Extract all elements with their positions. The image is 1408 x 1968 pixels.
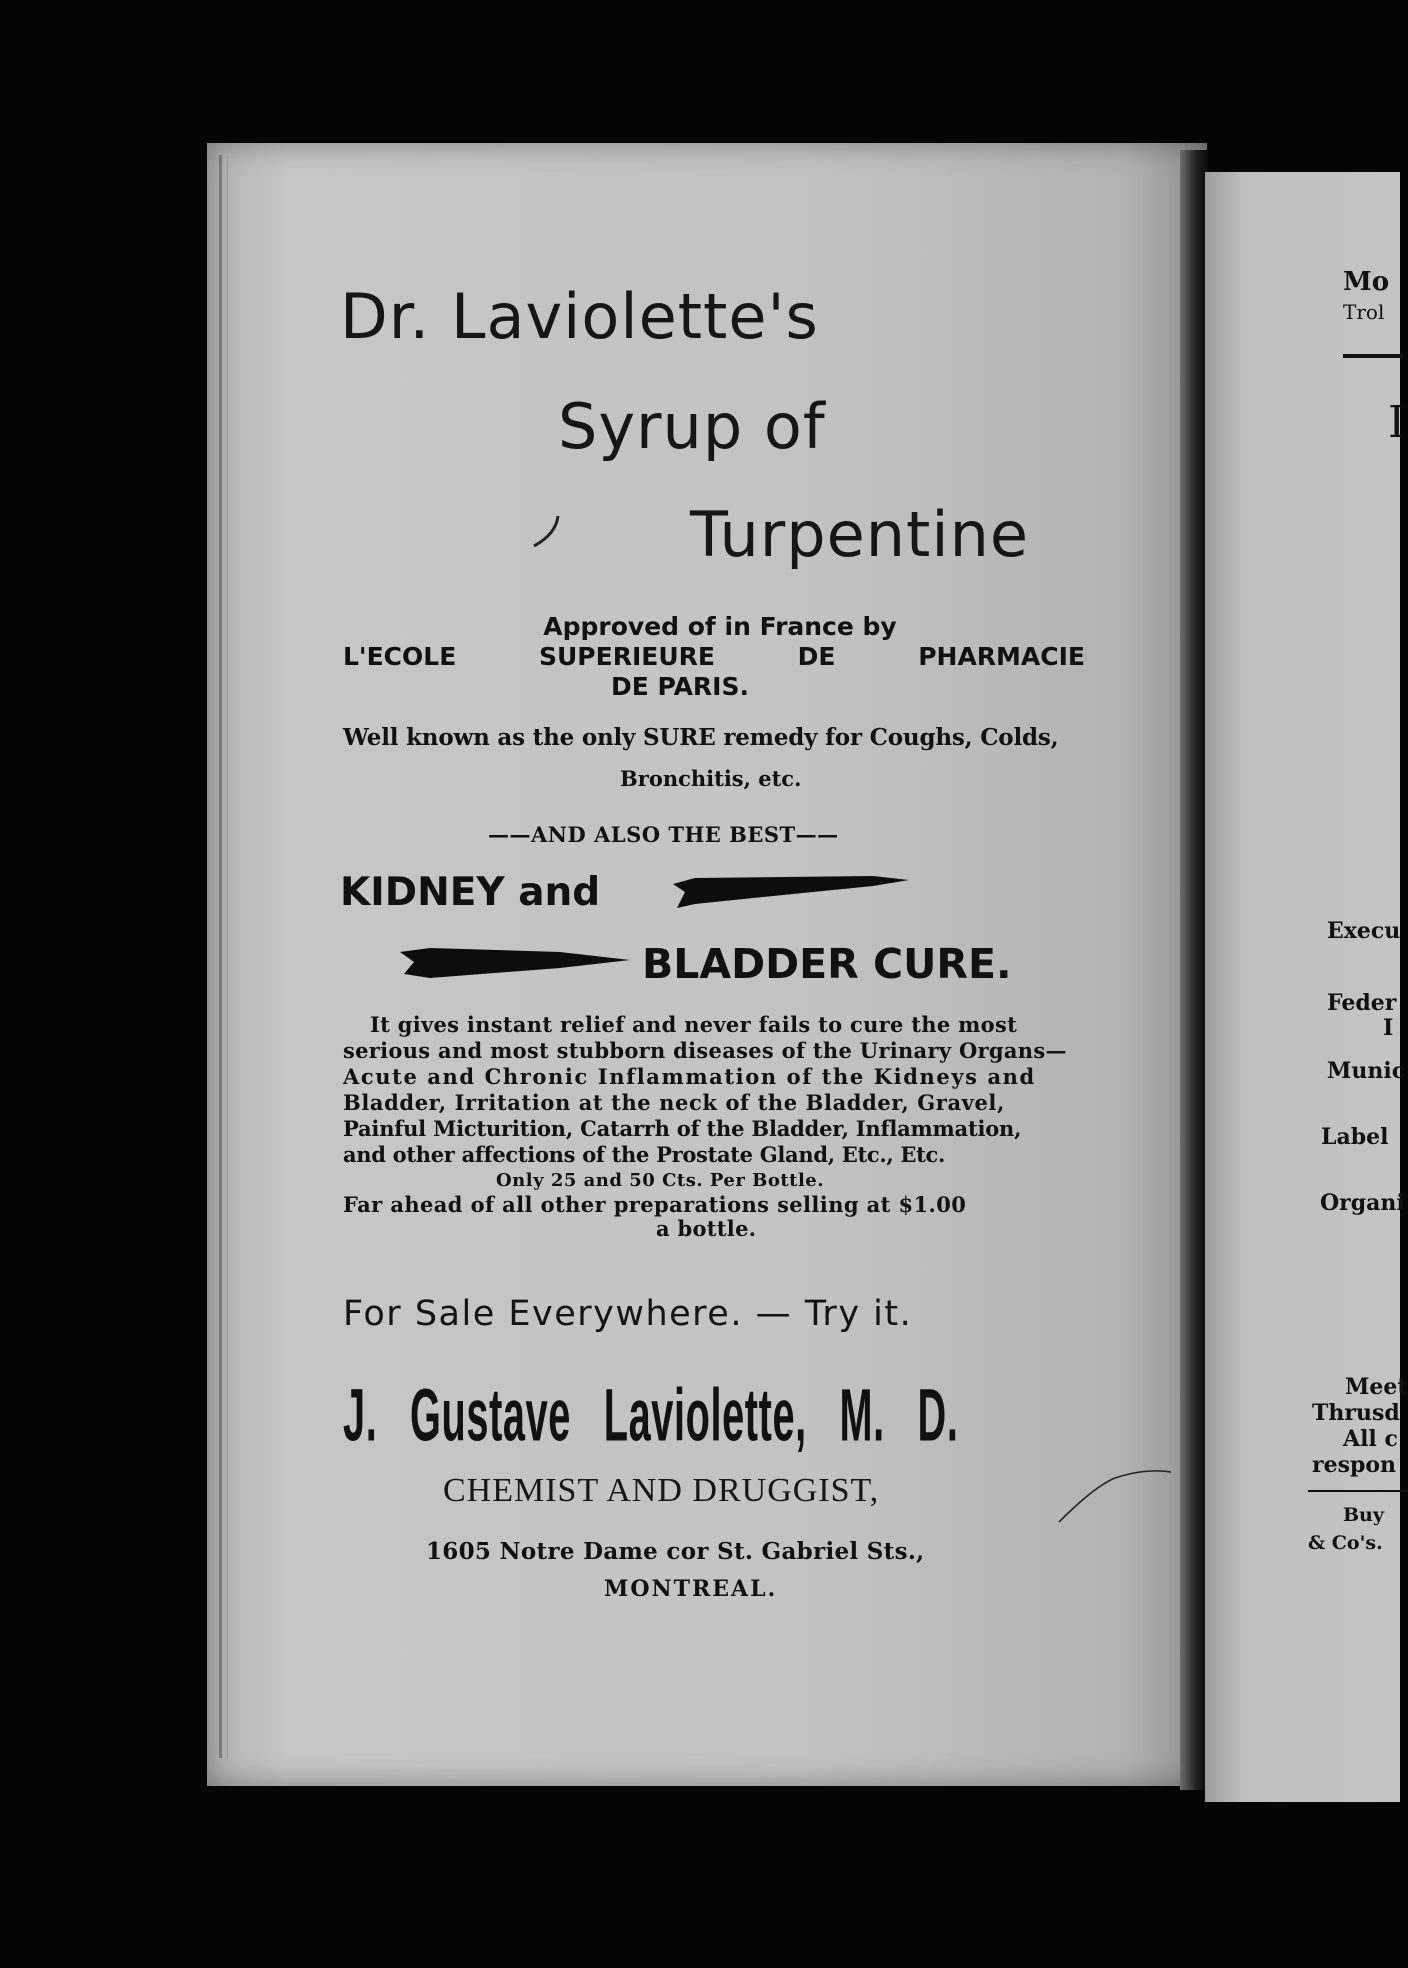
address-line: 1605 Notre Dame cor St. Gabriel Sts., — [426, 1538, 925, 1565]
kidney-heading: KIDNEY and — [340, 870, 601, 915]
right-fragment: Execu — [1327, 918, 1401, 944]
ad-title-line-1: Dr. Laviolette's — [340, 280, 819, 353]
arrow-right-icon — [400, 942, 630, 982]
body-line: serious and most stubborn diseases of the Urinary Organs— — [343, 1038, 1067, 1063]
right-fragment: respon — [1312, 1452, 1397, 1478]
profession-line: CHEMIST AND DRUGGIST, — [443, 1472, 880, 1509]
right-rule — [1308, 1490, 1408, 1492]
ad-title-line-3: Turpentine — [690, 498, 1030, 571]
page-edge-line — [219, 155, 222, 1758]
for-sale-line: For Sale Everywhere. — Try it. — [343, 1294, 913, 1334]
right-fragment: Organi — [1320, 1190, 1405, 1216]
body-line: Painful Micturition, Catarrh of the Bladder, Inflammation, — [343, 1116, 1022, 1141]
right-fragment: I — [1383, 1015, 1394, 1041]
doctor-name: J. Gustave Laviolette, M. D. — [343, 1373, 959, 1457]
approved-line-1: Approved of in France by — [543, 612, 897, 641]
approved-word: PHARMACIE — [918, 642, 1085, 671]
ad-title-line-2: Syrup of — [558, 390, 826, 463]
far-ahead-line-1: Far ahead of all other preparations selling at $1.00 — [343, 1192, 967, 1217]
remedy-line-1: Well known as the only SURE remedy for Coughs, Colds, — [343, 724, 1059, 751]
approved-line-3: DE PARIS. — [611, 672, 749, 701]
right-fragment: Mo — [1343, 267, 1390, 297]
right-fragment: I — [1388, 397, 1406, 448]
approved-word: L'ECOLE — [343, 642, 457, 671]
right-fragment: Label — [1321, 1124, 1389, 1150]
right-fragment: Munic — [1327, 1058, 1406, 1084]
body-line: Bladder, Irritation at the neck of the Bladder, Gravel, — [343, 1090, 1005, 1115]
remedy-line-2: Bronchitis, etc. — [620, 766, 802, 791]
book-gutter — [1180, 150, 1208, 1790]
right-fragment: Feder — [1327, 990, 1397, 1016]
pen-stroke — [1055, 1466, 1175, 1526]
body-line: Acute and Chronic Inflammation of the Kidneys and — [343, 1064, 1036, 1089]
right-fragment: Thrusd — [1312, 1400, 1400, 1426]
right-rule — [1343, 354, 1403, 358]
arrow-right-icon — [673, 872, 909, 910]
approved-word: DE — [797, 642, 836, 671]
body-line: and other affections of the Prostate Gland, Etc., Etc. — [343, 1142, 945, 1167]
city-line: MONTREAL. — [604, 1576, 778, 1602]
right-fragment: Trol — [1343, 300, 1385, 324]
body-line: It gives instant relief and never fails to cure the most — [370, 1012, 1018, 1037]
approved-line-2 — [343, 642, 1085, 671]
price-line: Only 25 and 50 Cts. Per Bottle. — [496, 1170, 825, 1191]
page-edge-line-inner — [227, 155, 228, 1758]
right-fragment: & Co's. — [1308, 1532, 1383, 1554]
right-fragment: Meet — [1345, 1374, 1408, 1400]
bladder-heading: BLADDER CURE. — [642, 940, 1012, 988]
right-fragment: All c — [1343, 1426, 1398, 1452]
right-page — [1205, 172, 1408, 1802]
ink-mark — [528, 512, 564, 552]
right-fragment: Buy — [1343, 1504, 1384, 1526]
also-best-line: ——AND ALSO THE BEST—— — [488, 822, 839, 847]
far-ahead-line-2: a bottle. — [656, 1216, 757, 1241]
approved-word: SUPERIEURE — [538, 642, 715, 671]
